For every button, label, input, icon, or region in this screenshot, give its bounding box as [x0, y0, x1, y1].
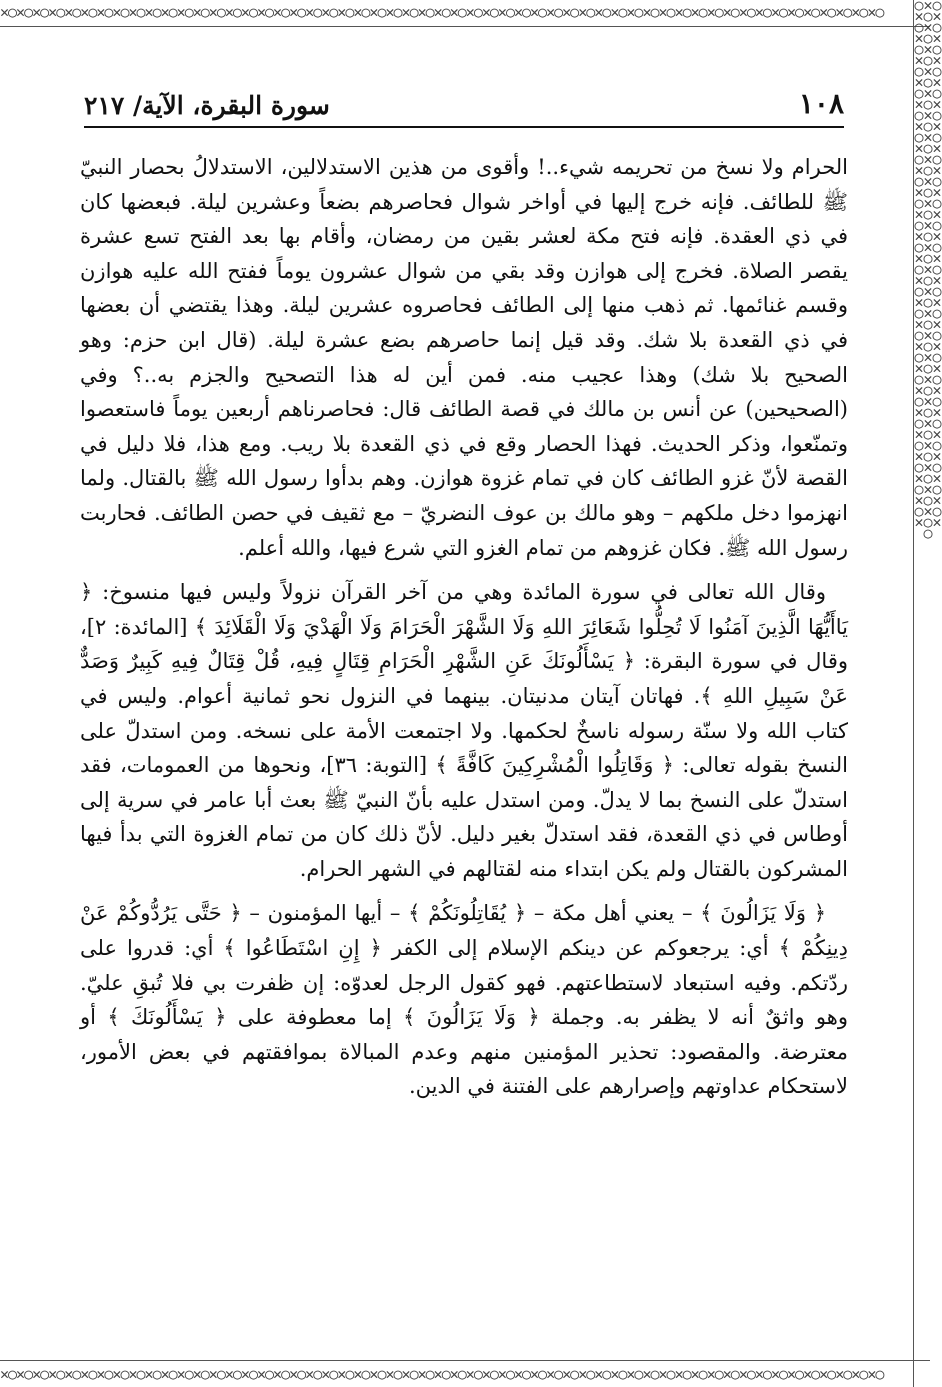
- decorative-border-bottom: ✕○✕○✕○✕○✕○✕○✕○✕○✕○✕○✕○✕○✕○✕○✕○✕○✕○✕○✕○✕○✕○✕○✕○✕○✕○✕○✕○✕○✕○✕○✕○✕○✕○✕○✕○✕○✕○✕○✕○✕○✕○✕○✕○✕○✕○✕○✕○✕○✕○✕○✕○✕○✕○✕○✕○: [0, 1360, 930, 1387]
- running-title: سورة البقرة، الآية/ ٢١٧: [84, 91, 330, 120]
- page-body: [80, 150, 848, 1104]
- paragraph: ﴿ وَلَا يَزَالُونَ ﴾ – يعني أهل مكة – ﴿ يُقَاتِلُونَكُمْ ﴾ – أيها المؤمنون – ﴿ حَتَّى يَرُدُّوكُمْ عَنْ دِينِكُمْ ﴾ أي: يرجعوكم عن دينكم الإسلام إلى الكفر ﴿ إِنِ اسْتَطَاعُوا ﴾ أي: قدروا على ردّتكم. وفيه استبعاد لاستطاعتهم. فهو كقول الرجل لعدوّه: إن ظفرت بي فلا تُبقِ عليّ. وهو واثقٌ أنه لا يظفر به. وجملة ﴿ وَلَا يَزَالُونَ ﴾ إما معطوفة على ﴿ يَسْأَلُونَكَ ﴾ أو معترضة. والمقصود: تحذير المؤمنين منهم وعدم المبالاة بموافقتهم في بعض الأمور، لاستحكام عداوتهم وإصرارهم على الفتنة في الدين.: [80, 901, 848, 1099]
- decorative-border-right: ○✕○✕○✕○✕○✕○✕○✕○✕○✕○✕○✕○✕○✕○✕○✕○✕○✕○✕○✕○✕○✕○✕○✕○✕○✕○✕○✕○✕○✕○✕○✕○✕○✕○✕○✕○✕○✕○✕○✕○✕○✕○✕○✕○✕○✕○✕○✕○✕○✕○✕○✕○✕○✕○✕○✕○✕○✕○✕○✕○✕○✕○✕○✕○✕○✕○✕○✕○✕○✕○✕○✕○✕○: [913, 0, 942, 1387]
- paragraph: الحرام ولا نسخ من تحريمه شيء..! وأقوى من هذين الاستدلالين، الاستدلالُ بحصار النبيّ ﷺ للطائف. فإنه خرج إليها في أواخر شوال فحاصرهم بضعاً وعشرين ليلة. فبعضها كان في ذي العقدة. فإنه فتح مكة لعشر بقين من رمضان، وأقام بها بعد الفتح تسع عشرة يقصر الصلاة. فخرج إلى هوازن وقد بقي من شوال عشرون يوماً ففتح الله عليه هوازن وقسم غنائمها. ثم ذهب منها إلى الطائف فحاصروه عشرين ليلة. وهذا يقتضي أن بعضها في ذي القعدة بلا شك. وقد قيل إنما حاصرهم بضع عشرة ليلة. (قال ابن حزم: وهو الصحيح بلا شك) وهذا عجيب منه. فمن أين له هذا التصحيح والجزم به..؟ وفي (الصحيحين) عن أنس بن مالك في قصة الطائف قال: فحاصرناهم أربعين يوماً فاستعصوا وتمنّعوا، وذكر الحديث. فهذا الحصار وقع في ذي القعدة بلا ريب. ومع هذا، فلا دليل في القصة لأنّ غزو الطائف كان في تمام غزوة هوازن. وهم بدأوا رسول الله ﷺ بالقتال. ولما انهزموا دخل ملكهم – وهو مالك بن عوف النضريّ – مع ثقيف في حصن الطائف. فحاربت رسول الله ﷺ. فكان غزوهم من تمام الغزو التي شرع فيها، والله أعلم.: [80, 155, 848, 560]
- page-header: [84, 80, 844, 128]
- page-number: ١٠٨: [798, 87, 844, 120]
- decorative-border-top: ✕○✕○✕○✕○✕○✕○✕○✕○✕○✕○✕○✕○✕○✕○✕○✕○✕○✕○✕○✕○✕○✕○✕○✕○✕○✕○✕○✕○✕○✕○✕○✕○✕○✕○✕○✕○✕○✕○✕○✕○✕○✕○✕○✕○✕○✕○✕○✕○✕○✕○✕○✕○✕○✕○✕○: [0, 0, 930, 27]
- paragraph: وقال الله تعالى في سورة المائدة وهي من آخر القرآن نزولاً وليس فيها منسوخ: ﴿ يَاأَيُّهَا الَّذِينَ آمَنُوا لَا تُحِلُّوا شَعَائِرَ اللهِ وَلَا الشَّهْرَ الْحَرَامَ وَلَا الْهَدْيَ وَلَا الْقَلَائِدَ ﴾ [المائدة: ٢]، وقال في سورة البقرة: ﴿ يَسْأَلُونَكَ عَنِ الشَّهْرِ الْحَرَامِ قِتَالٍ فِيهِ، قُلْ قِتَالٌ فِيهِ كَبِيرٌ وَصَدٌّ عَنْ سَبِيلِ اللهِ ﴾. فهاتان آيتان مدنيتان. بينهما في النزول نحو ثمانية أعوام. وليس في كتاب الله ولا سنّة رسوله ناسخٌ لحكمها. ولا اجتمعت الأمة على نسخه. ومن استدلّ على النسخ بقوله تعالى: ﴿ وَقَاتِلُوا الْمُشْرِكِينَ كَافَّةً ﴾ [التوبة: ٣٦]، ونحوها من العمومات، فقد استدلّ على النسخ بما لا يدلّ. ومن استدل عليه بأنّ النبيّ ﷺ بعث أبا عامر في سرية إلى أوطاس في ذي القعدة، فقد استدلّ بغير دليل. لأنّ ذلك كان من تمام الغزوة التي بدأ فيها المشركون بالقتال ولم يكن ابتداء منه لقتالهم في الشهر الحرام.: [80, 580, 848, 881]
